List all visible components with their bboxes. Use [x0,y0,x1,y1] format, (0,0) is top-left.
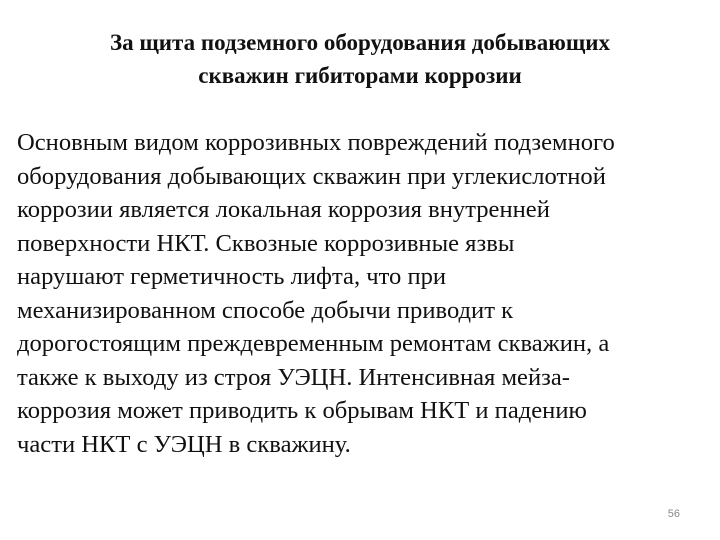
body-line-3: коррозии является локальная коррозия внутренней [17,196,550,223]
body-line-7: дорогостоящим преждевременным ремонтам скважин, а [17,330,610,357]
body-line-5: нарушают герметичность лифта, что при [17,263,447,290]
body-line-9: коррозия может приводить к обрывам НКТ и падению [17,397,587,424]
slide-title [0,26,720,92]
body-line-10: части НКТ с УЭЦН в скважину. [17,430,351,458]
slide-title-line-2: скважин гибиторами коррозии [198,63,522,88]
slide-body-paragraph [17,126,717,461]
body-line-6: механизированном способе добычи приводит к [17,296,514,324]
slide-title-line-1: За щита подземного оборудования добывающих [109,30,611,55]
body-line-2: оборудования добывающих скважин при углекислотной [17,162,606,190]
body-line-4: поверхности НКТ. Сквозные коррозивные язвы [17,229,515,257]
body-line-1: Основным видом коррозивных повреждений подземного [17,129,615,156]
page-number: 56 [667,508,680,520]
body-line-8: также к выходу из строя УЭЦН. Интенсивная мейза- [17,363,570,391]
